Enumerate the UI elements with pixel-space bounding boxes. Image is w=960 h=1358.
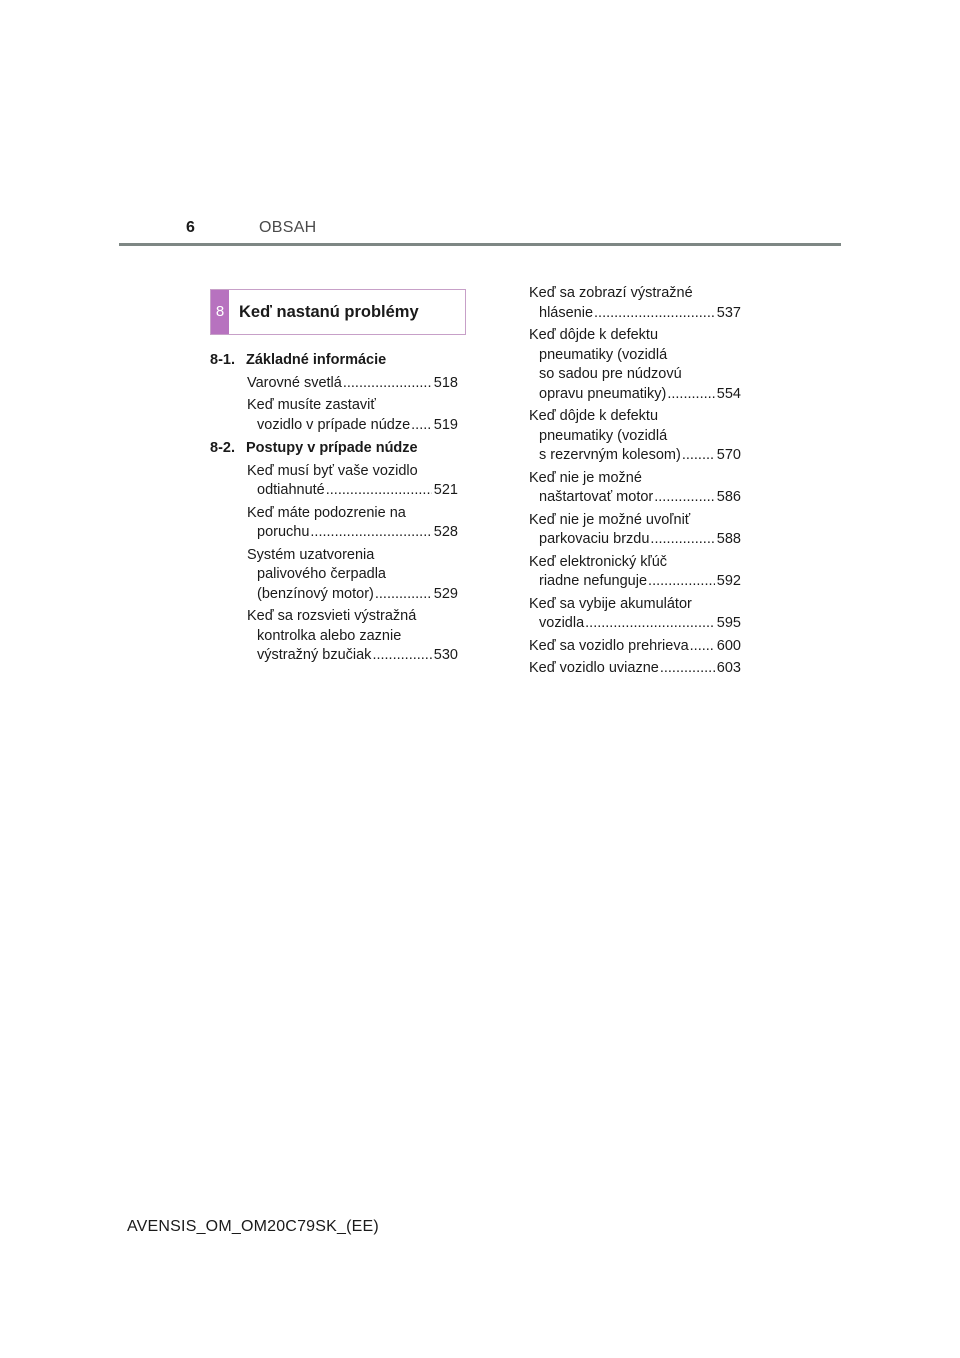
toc-entry-text: palivového čerpadla bbox=[257, 566, 386, 582]
section-number-tab: 8 bbox=[211, 290, 229, 334]
toc-subsection-heading bbox=[210, 351, 458, 371]
page-number: 6 bbox=[186, 219, 195, 236]
header-divider bbox=[119, 243, 841, 246]
toc-entry[interactable] bbox=[529, 284, 741, 323]
toc-entry-text: poruchu bbox=[257, 524, 310, 540]
toc-entry-last-line bbox=[529, 488, 741, 508]
toc-entry[interactable] bbox=[210, 504, 458, 543]
toc-entry-last-line bbox=[529, 614, 741, 634]
toc-entry-last-line bbox=[529, 637, 741, 657]
toc-entry-text: hlásenie bbox=[539, 304, 594, 321]
toc-entry-text: pneumatiky (vozidlá bbox=[539, 427, 668, 444]
toc-entry-text: Keď sa rozsvieti výstražná bbox=[247, 608, 417, 624]
dot-leader bbox=[690, 637, 715, 657]
toc-entry-text: Keď dôjde k defektu bbox=[529, 327, 659, 343]
toc-entry-text: Keď dôjde k defektu bbox=[529, 408, 659, 424]
toc-entry-last-line bbox=[529, 659, 741, 679]
toc-entry-last-line bbox=[247, 481, 458, 501]
toc-entry[interactable] bbox=[210, 546, 458, 605]
toc-entry-last-line bbox=[529, 304, 741, 324]
toc-page-number: 554 bbox=[716, 385, 741, 402]
toc-entry-text: Keď musíte zastaviť bbox=[247, 397, 376, 413]
toc-entry-text: opravu pneumatiky) bbox=[539, 385, 667, 402]
dot-leader bbox=[343, 374, 432, 394]
dot-leader bbox=[654, 488, 715, 508]
toc-entry[interactable] bbox=[529, 469, 741, 508]
toc-left-column bbox=[210, 351, 458, 669]
toc-entry[interactable] bbox=[529, 595, 741, 634]
toc-entry[interactable] bbox=[210, 462, 458, 501]
toc-entry-text: s rezervným kolesom) bbox=[539, 447, 681, 463]
toc-page-number: 603 bbox=[716, 660, 741, 676]
header-title: OBSAH bbox=[259, 219, 317, 236]
toc-entry[interactable] bbox=[210, 396, 458, 435]
page-header bbox=[0, 0, 960, 250]
toc-entry-text: odtiahnuté bbox=[257, 482, 325, 498]
toc-entry-last-line bbox=[529, 530, 741, 550]
toc-entry[interactable] bbox=[529, 659, 741, 679]
toc-entry-text: kontrolka alebo zaznie bbox=[257, 627, 402, 644]
dot-leader bbox=[372, 646, 431, 666]
dot-leader bbox=[310, 523, 431, 543]
toc-entry-text: Keď elektronický kľúč bbox=[529, 553, 668, 570]
toc-entry-last-line bbox=[247, 523, 458, 543]
toc-entry[interactable] bbox=[529, 637, 741, 657]
dot-leader bbox=[585, 614, 715, 634]
section-heading bbox=[210, 289, 466, 335]
dot-leader bbox=[682, 446, 715, 466]
toc-entry-last-line bbox=[529, 446, 741, 466]
toc-entry[interactable] bbox=[210, 374, 458, 394]
toc-entry[interactable] bbox=[529, 326, 741, 404]
toc-entry-text: Keď nie je možné bbox=[529, 469, 642, 486]
dot-leader bbox=[411, 416, 432, 436]
toc-page-number: 529 bbox=[433, 585, 458, 602]
toc-entry-text: vozidlo v prípade núdze bbox=[257, 416, 411, 433]
toc-page-number: 600 bbox=[716, 637, 741, 654]
toc-page-number: 586 bbox=[716, 489, 741, 505]
toc-entry-text: Keď sa zobrazí výstražné bbox=[529, 285, 693, 301]
toc-entry-last-line bbox=[247, 374, 458, 394]
toc-entry-text: Varovné svetlá bbox=[247, 374, 342, 391]
toc-entry-text: (benzínový motor) bbox=[257, 585, 374, 602]
toc-entry-text: Keď nie je možné uvoľniť bbox=[529, 511, 691, 528]
toc-entry-text: Keď musí byť vaše vozidlo bbox=[247, 462, 418, 479]
dot-leader bbox=[594, 304, 715, 324]
toc-entry-text: naštartovať motor bbox=[539, 489, 654, 505]
toc-page-number: 592 bbox=[716, 573, 741, 589]
toc-entry-last-line bbox=[247, 585, 458, 605]
dot-leader bbox=[660, 659, 715, 679]
toc-page-number: 519 bbox=[433, 416, 458, 433]
toc-subsection-heading bbox=[210, 439, 458, 459]
toc-page-number: 537 bbox=[716, 304, 741, 321]
subsection-title: Postupy v prípade núdze bbox=[246, 440, 418, 456]
toc-entry[interactable] bbox=[529, 553, 741, 592]
toc-entry-text: vozidla bbox=[539, 615, 585, 631]
toc-page-number: 530 bbox=[433, 647, 458, 663]
toc-entry-text: Keď sa vozidlo prehrieva bbox=[529, 637, 689, 654]
dot-leader bbox=[375, 585, 432, 605]
toc-page-number: 570 bbox=[716, 447, 741, 463]
subsection-title: Základné informácie bbox=[246, 352, 387, 368]
toc-entry-last-line bbox=[529, 385, 741, 405]
toc-entry-text: pneumatiky (vozidlá bbox=[539, 346, 668, 363]
toc-entry[interactable] bbox=[529, 511, 741, 550]
dot-leader bbox=[650, 530, 714, 550]
toc-page-number: 528 bbox=[433, 524, 458, 540]
subsection-number: 8-1. bbox=[210, 352, 235, 368]
dot-leader bbox=[667, 385, 714, 405]
toc-page-number: 518 bbox=[433, 374, 458, 391]
toc-entry-text: Systém uzatvorenia bbox=[247, 546, 375, 563]
toc-page-number: 588 bbox=[716, 531, 741, 547]
toc-entry-last-line bbox=[529, 572, 741, 592]
section-title: Keď nastanú problémy bbox=[239, 303, 419, 321]
dot-leader bbox=[648, 572, 715, 592]
toc-entry-text: parkovaciu brzdu bbox=[539, 531, 650, 547]
toc-entry-text: výstražný bzučiak bbox=[257, 647, 372, 663]
toc-page-number: 595 bbox=[716, 615, 741, 631]
toc-entry-text: riadne nefunguje bbox=[539, 573, 648, 589]
toc-entry[interactable] bbox=[529, 407, 741, 466]
toc-entry[interactable] bbox=[210, 607, 458, 666]
toc-entry-last-line bbox=[247, 416, 458, 436]
toc-entry-text: Keď vozidlo uviazne bbox=[529, 660, 659, 676]
toc-entry-text: Keď sa vybije akumulátor bbox=[529, 595, 692, 612]
toc-entry-last-line bbox=[247, 646, 458, 666]
toc-entry-text: Keď máte podozrenie na bbox=[247, 504, 406, 521]
toc-entry-text: so sadou pre núdzovú bbox=[539, 366, 682, 382]
dot-leader bbox=[326, 481, 432, 501]
document-code-footer: AVENSIS_OM_OM20C79SK_(EE) bbox=[127, 1218, 379, 1235]
subsection-number: 8-2. bbox=[210, 440, 235, 456]
toc-page-number: 521 bbox=[433, 482, 458, 498]
toc-right-column bbox=[529, 284, 741, 682]
